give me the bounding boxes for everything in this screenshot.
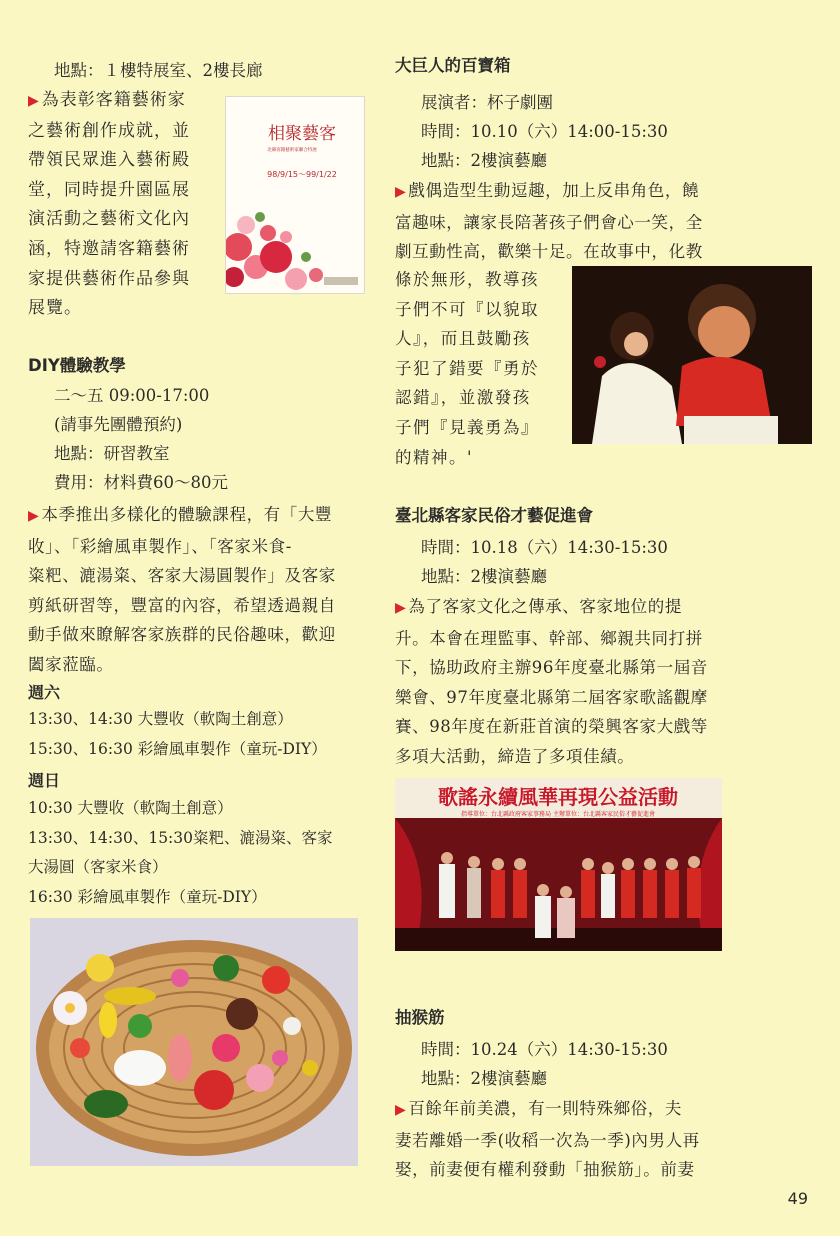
- giant-desc-line: 子犯了錯要『勇於: [395, 358, 539, 378]
- bullet-icon: ▶: [28, 508, 40, 524]
- giant-desc-line: 的精神。': [395, 447, 474, 467]
- sunday-heading: 週日: [28, 771, 61, 790]
- sunday-item: 10:30 大豐收（軟陶土創意）: [28, 799, 233, 817]
- exhibit-desc-line: 演活動之藝術文化內: [28, 209, 190, 230]
- poster-flowers: [226, 212, 323, 290]
- bullet-icon: ▶: [395, 1102, 407, 1118]
- diy-desc-line: 本季推出多樣化的體驗課程，有「大豐: [41, 505, 333, 524]
- poster-title: 相聚藝客: [268, 124, 336, 144]
- diy-time: 二～五 09:00-17:00: [54, 386, 210, 405]
- sunday-item: 大湯圓（客家米食）: [28, 858, 168, 876]
- saturday-heading: 週六: [28, 683, 61, 702]
- giant-desc-line: 子們『見義勇為』: [395, 417, 539, 437]
- monkey-time: 時間：10.24（六）14:30-15:30: [421, 1040, 668, 1059]
- assoc-location: 地點：2樓演藝廳: [421, 567, 547, 586]
- diy-heading: DIY體驗教學: [28, 356, 126, 375]
- exhibit-desc-line: 家提供藝術作品參與: [28, 268, 190, 289]
- giant-time: 時間：10.10（六）14:00-15:30: [421, 122, 668, 141]
- monkey-desc-line: 娶，前妻便有權利發動「抽猴筋」。前妻: [395, 1160, 695, 1180]
- giant-desc-line: 子們不可『以貌取: [395, 299, 539, 319]
- diy-desc-line: 動手做來瞭解客家族群的民俗趣味，歡迎: [28, 625, 336, 645]
- giant-desc-line: 人』，而且鼓勵孩: [395, 329, 531, 349]
- sunday-item: 16:30 彩繪風車製作（童玩-DIY）: [28, 888, 267, 906]
- saturday-item: 15:30、16:30 彩繪風車製作（童玩-DIY）: [28, 740, 327, 758]
- choir-performance-photo: [395, 778, 722, 951]
- giant-description-wrap: [395, 265, 565, 472]
- assoc-description: [395, 592, 815, 772]
- diy-desc-line: 收」、「彩繪風車製作」、「客家米食-: [28, 536, 292, 556]
- giant-desc-line: 劇互動性高，歡樂十足。在故事中，化教: [395, 242, 703, 262]
- exhibit-description: [28, 86, 226, 324]
- giant-desc-line: 戲偶造型生動逗趣，加上反串角色，饒: [408, 181, 700, 200]
- diy-description: [28, 500, 363, 680]
- assoc-time: 時間：10.18（六）14:30-15:30: [421, 538, 668, 557]
- assoc-desc-line: 為了客家文化之傳承、客家地位的提: [408, 597, 682, 616]
- assoc-desc-line: 下，協助政府主辦96年度臺北縣第一屆音: [395, 658, 708, 678]
- exhibit-desc-line: 之藝術創作成就，並: [28, 120, 190, 141]
- diy-desc-line: 粢粑、漉湯粢、客家大湯圓製作」及客家: [28, 566, 336, 586]
- exhibit-desc-line: 涵，特邀請客籍藝術: [28, 238, 190, 259]
- assoc-desc-line: 賽、98年度在新莊首演的榮興客家大戲等: [395, 717, 708, 737]
- diy-desc-line: 闔家蒞臨。: [28, 654, 114, 674]
- bullet-icon: ▶: [395, 184, 407, 200]
- exhibit-desc-line: 展覽。: [28, 298, 82, 319]
- poster-date: 98/9/15～99/1/22: [267, 170, 337, 179]
- giant-performer: 展演者：杯子劇團: [421, 93, 553, 112]
- bullet-icon: ▶: [395, 600, 407, 616]
- monkey-desc-line: 百餘年前美濃，有一則特殊鄉俗，夫: [408, 1099, 682, 1118]
- assoc-desc-line: 多項大活動，締造了多項佳績。: [395, 746, 635, 766]
- assoc-desc-line: 升。本會在理監事、幹部、鄉親共同打拼: [395, 628, 703, 648]
- poster-subtitle: 北縣客籍藝術家聯合特展: [267, 148, 317, 153]
- puppet-show-photo: [572, 266, 812, 444]
- exhibit-desc-line: 帶領民眾進入藝術殿: [28, 150, 190, 171]
- assoc-heading: 臺北縣客家民俗才藝促進會: [395, 506, 593, 525]
- diy-fee: 費用：材料費60～80元: [54, 473, 228, 492]
- assoc-desc-line: 樂會、97年度臺北縣第二屆客家歌謠觀摩: [395, 687, 708, 707]
- exhibition-poster: [225, 96, 365, 294]
- diy-note: (請事先團體預約): [54, 415, 183, 434]
- clay-crafts-photo: [30, 918, 358, 1166]
- diy-location: 地點：研習教室: [54, 444, 170, 463]
- bullet-icon: ▶: [28, 93, 40, 109]
- exhibit-desc-line: 堂，同時提升園區展: [28, 179, 190, 200]
- exhibit-location: 地點：１樓特展室、2樓長廊: [54, 61, 263, 80]
- giant-description: [395, 176, 815, 267]
- giant-desc-line: 富趣味，讓家長陪著孩子們會心一笑，全: [395, 212, 703, 232]
- monkey-location: 地點：2樓演藝廳: [421, 1069, 547, 1088]
- giant-heading: 大巨人的百寶箱: [395, 56, 511, 75]
- banner-title: 歌謠永續風華再現公益活動: [438, 785, 678, 809]
- saturday-item: 13:30、14:30 大豐收（軟陶土創意）: [28, 710, 293, 728]
- giant-desc-line: 認錯』，並激發孩: [395, 388, 531, 408]
- page-number: 49: [787, 1189, 808, 1208]
- monkey-desc-line: 妻若離婚一季(收稻一次為一季)內男人再: [395, 1130, 700, 1150]
- giant-desc-line: 條於無形，教導孩: [395, 270, 539, 289]
- diy-desc-line: 剪紙研習等，豐富的內容，希望透過親自: [28, 595, 336, 615]
- sunday-item: 13:30、14:30、15:30粢粑、漉湯粢、客家: [28, 829, 333, 847]
- giant-location: 地點：2樓演藝廳: [421, 151, 547, 170]
- exhibit-desc-line: 為表彰客籍藝術家: [41, 90, 186, 110]
- monkey-heading: 抽猴筋: [395, 1008, 445, 1027]
- monkey-description: [395, 1094, 815, 1185]
- banner-subtitle: 指導單位：台北縣政府客家事務局 主辦單位：台北縣客家民俗才藝促進會: [461, 811, 655, 818]
